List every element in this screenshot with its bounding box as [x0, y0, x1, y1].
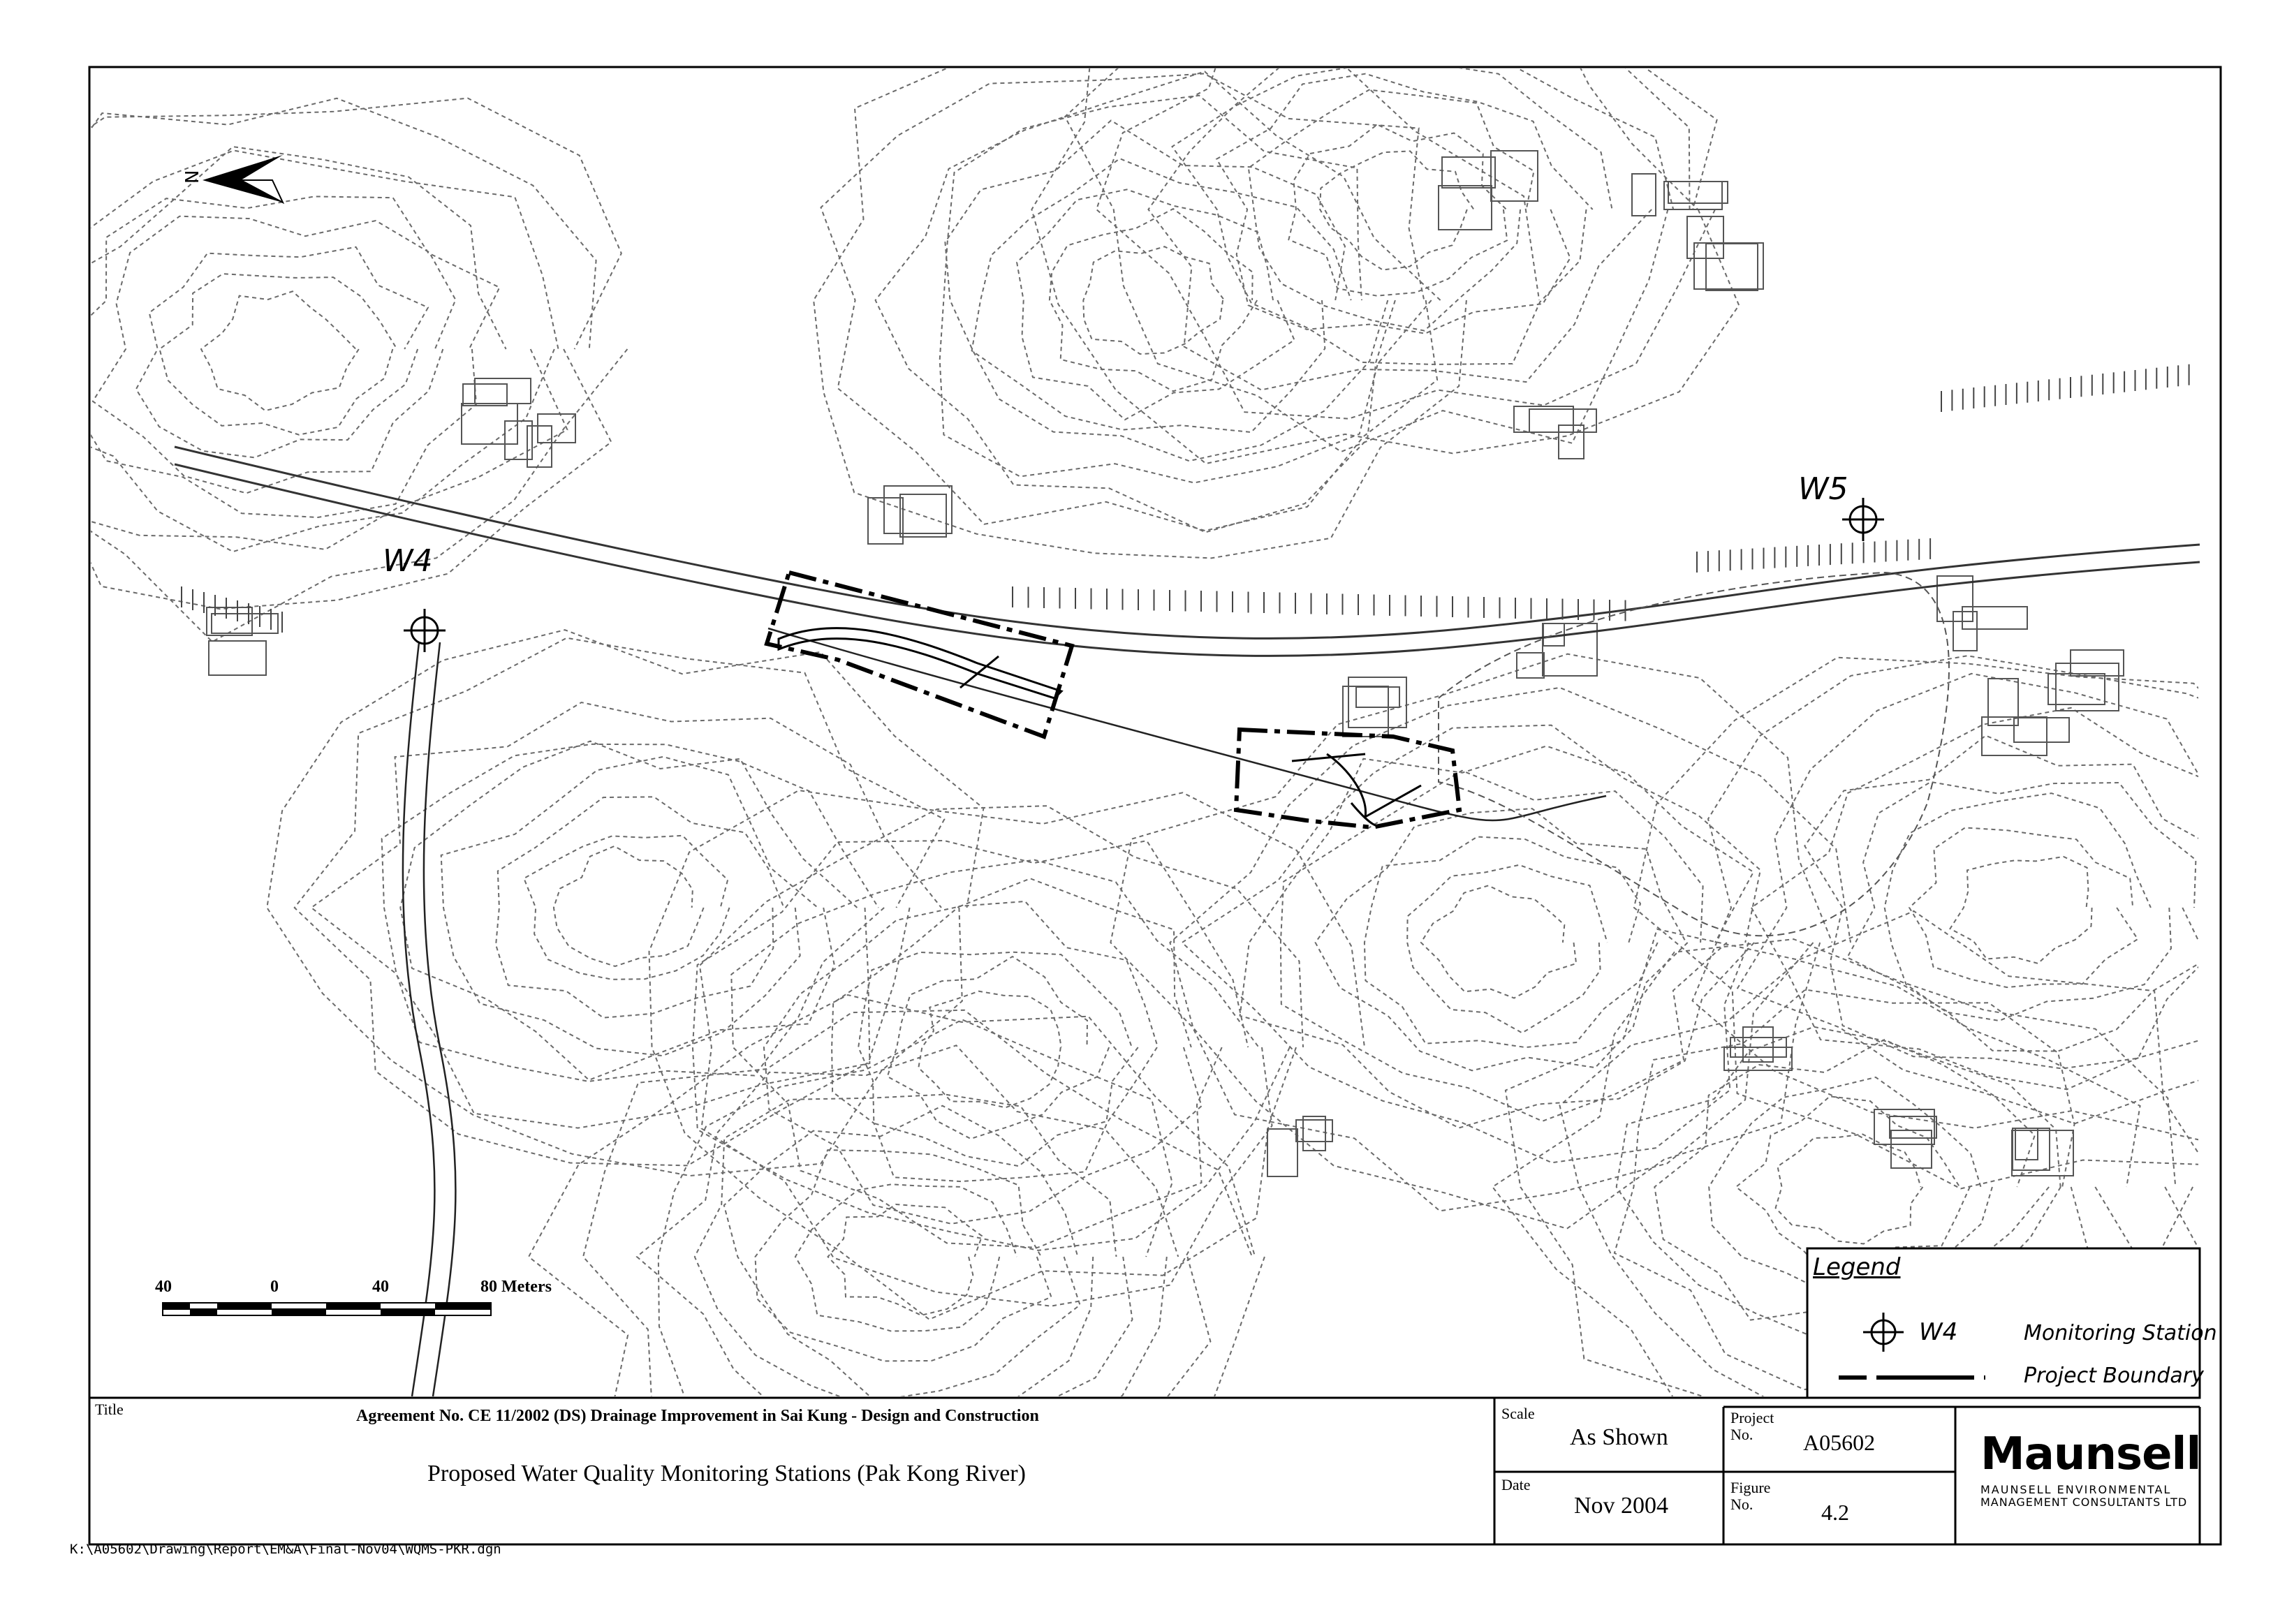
contour-line: [821, 74, 1438, 531]
contour-line: [311, 702, 941, 1128]
contour-line: [1407, 865, 1607, 1033]
station-w5-label: W5: [1798, 471, 1848, 507]
building-outline: [2015, 1128, 2038, 1160]
contour-line: [940, 96, 1432, 483]
building-outline: [207, 607, 252, 635]
building-outline: [1962, 607, 2027, 629]
contour-line: [1050, 209, 1257, 391]
scale-caption: Scale: [1501, 1405, 1535, 1422]
building-outline: [1356, 687, 1399, 707]
contour-line: [496, 797, 784, 1017]
works-area-1: [779, 628, 1061, 698]
legend-title: Legend: [1813, 1253, 1901, 1281]
contour-line: [1751, 708, 2288, 1090]
building-outline: [1724, 1047, 1792, 1070]
building-outline: [868, 498, 903, 544]
project-value: A05602: [1803, 1430, 1876, 1455]
contour-line: [1288, 124, 1507, 295]
contour-line: [1421, 885, 1576, 998]
title-caption: Title: [95, 1401, 124, 1418]
scale-tick-3: 80 Meters: [480, 1278, 552, 1296]
contour-line: [764, 878, 1202, 1224]
contour-line: [0, 98, 627, 642]
building-outline: [1668, 182, 1728, 203]
contour-line: [554, 846, 704, 966]
company-subline-1: MAUNSELL ENVIRONMENTAL: [1980, 1483, 2172, 1496]
contour-line: [382, 744, 884, 1082]
project-caption: Project: [1730, 1409, 1774, 1426]
contour-line: [1096, 0, 1715, 419]
contour-line: [1804, 736, 2251, 1069]
building-outline: [1517, 653, 1544, 678]
contour-line: [1950, 857, 2092, 964]
building-outline: [1491, 151, 1538, 201]
pond-outline: [1439, 573, 1949, 936]
date-caption: Date: [1501, 1476, 1531, 1493]
contour-line: [1776, 1135, 1923, 1244]
building-outline: [1514, 406, 1573, 432]
file-path: K:\A05602\Drawing\Report\EM&A\Final-Nov04\WQMS-PKR.dgn: [70, 1542, 501, 1557]
building-outline: [538, 414, 575, 443]
contour-line: [659, 1019, 1172, 1470]
station-w4-label: W4: [383, 543, 433, 579]
contour-line: [93, 216, 456, 494]
contour-line: [1031, 0, 1739, 464]
contour-line: [524, 836, 729, 980]
building-outline: [2014, 718, 2069, 742]
contour-line: [700, 806, 1303, 1306]
contour-line: [34, 151, 567, 549]
building-outline: [2048, 674, 2105, 704]
project-boundary-2: [1236, 730, 1460, 827]
contour-line: [160, 274, 397, 435]
contour-line: [724, 1106, 1080, 1401]
building-outline: [1890, 1116, 1936, 1138]
contour-line: [695, 1095, 1117, 1410]
company-subline-2: MANAGEMENT CONSULTANTS LTD: [1980, 1496, 2188, 1509]
contour-line: [56, 196, 499, 517]
contour-line: [756, 1150, 1052, 1361]
contour-line: [918, 991, 1061, 1108]
contour-line: [972, 158, 1351, 432]
drawing-title: Proposed Water Quality Monitoring Stations (Pak Kong River): [427, 1461, 1026, 1486]
building-outline: [1632, 174, 1656, 216]
building-outline: [2013, 1128, 2050, 1170]
contour-line: [888, 957, 1109, 1139]
north-arrow: [203, 155, 283, 202]
building-outline: [463, 384, 507, 406]
contour-line: [1316, 809, 1688, 1070]
agreement-text: Agreement No. CE 11/2002 (DS) Drainage Improvement in Sai Kung - Design and Construction: [356, 1407, 1039, 1425]
building-outline: [884, 486, 952, 533]
contour-line: [1320, 151, 1473, 270]
contour-line: [1885, 793, 2171, 1021]
contour-line: [1172, 64, 1612, 364]
contour-line: [814, 6, 1539, 559]
contour-line: [945, 121, 1388, 462]
project-boundary-1: [767, 573, 1072, 737]
building-outline: [1348, 677, 1406, 728]
building-outline: [527, 426, 552, 467]
contour-line: [136, 247, 428, 458]
building-outline: [1343, 686, 1388, 737]
figure-value: 4.2: [1821, 1500, 1849, 1525]
company-logo-text: Maunsell: [1980, 1429, 2201, 1480]
contour-line: [1737, 674, 2294, 1124]
station-w5-symbol: [1842, 498, 1884, 541]
contour-line: [1148, 43, 1673, 390]
date-value: Nov 2004: [1574, 1493, 1669, 1519]
contour-line: [1909, 827, 2138, 987]
building-outline: [2012, 1130, 2073, 1176]
contour-line: [1240, 746, 1754, 1128]
building-outline: [1267, 1129, 1297, 1176]
building-outline: [212, 614, 278, 633]
building-outline: [209, 641, 266, 675]
contour-line: [295, 638, 945, 1166]
building-outline: [1706, 244, 1758, 290]
contour-line: [858, 952, 1138, 1167]
legend-station-code: W4: [1919, 1318, 1958, 1346]
legend-boundary-label: Project Boundary: [2024, 1364, 2204, 1388]
scale-value: As Shown: [1570, 1424, 1668, 1450]
building-outline: [1891, 1130, 1932, 1168]
building-outline: [1442, 157, 1495, 188]
contour-line: [529, 995, 1265, 1516]
building-outline: [1303, 1116, 1325, 1151]
contour-line: [649, 790, 1365, 1320]
building-outline: [475, 378, 531, 404]
project-no-caption: No.: [1730, 1426, 1753, 1443]
contour-line: [1083, 246, 1224, 354]
scale-tick-0: 40: [155, 1278, 172, 1296]
north-arrow-letter: N: [182, 170, 203, 184]
building-outline: [900, 494, 946, 537]
main-road: [175, 447, 2200, 656]
figure-caption: Figure: [1730, 1479, 1771, 1496]
contour-line: [1110, 654, 1832, 1229]
figure-no-caption: No.: [1730, 1496, 1753, 1513]
scale-tick-1: 0: [270, 1278, 279, 1296]
building-outlines: [207, 151, 2124, 1176]
contour-line: [1365, 837, 1658, 1048]
works-line-1: [960, 656, 999, 688]
scale-bar: [163, 1303, 491, 1315]
building-outline: [2056, 663, 2119, 711]
scale-tick-2: 40: [372, 1278, 389, 1296]
contour-line: [201, 291, 359, 411]
building-outline: [505, 421, 532, 459]
contour-line: [637, 1045, 1178, 1442]
contour-line: [583, 1010, 1252, 1516]
building-outline: [1439, 186, 1492, 230]
legend-station-label: Monitoring Station: [2024, 1321, 2217, 1345]
contour-line: [1216, 74, 1593, 334]
